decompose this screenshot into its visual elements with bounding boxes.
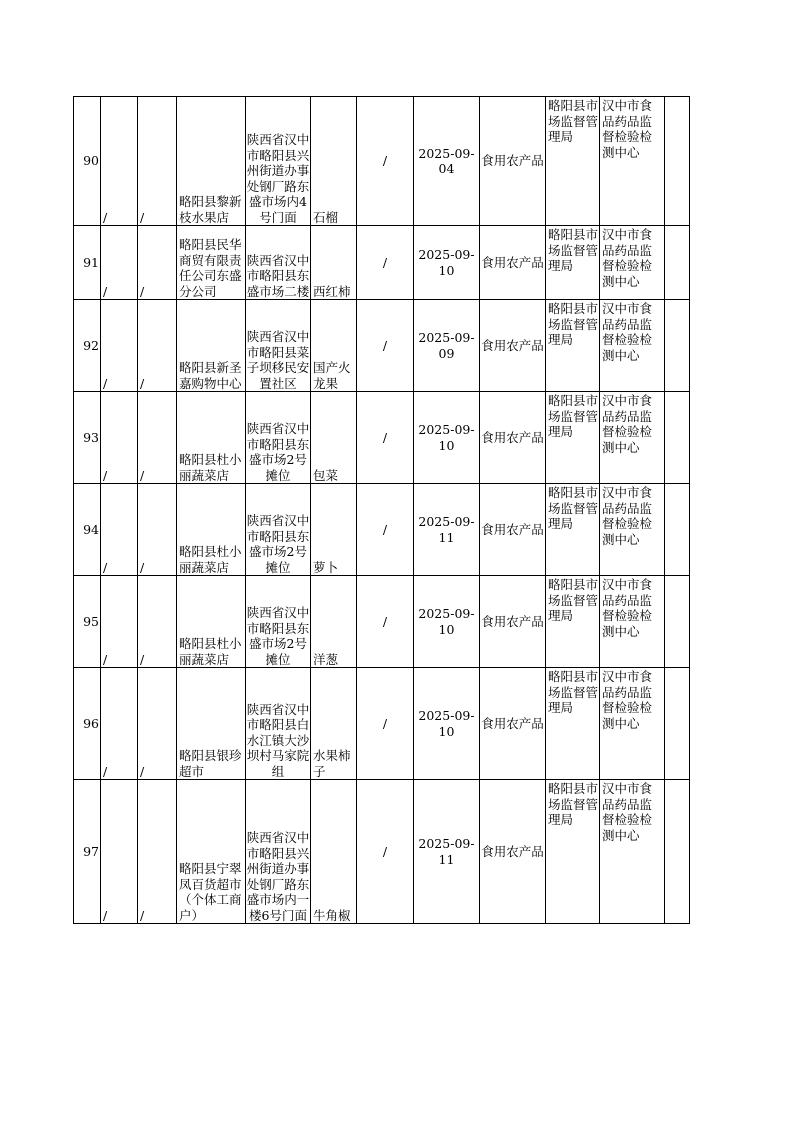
testing-lab: 汉中市食品药品监督检验检测中心 [600, 392, 665, 484]
cell-slash-a: / [101, 300, 138, 392]
cell-slash-b: / [138, 780, 177, 924]
note-cell [665, 300, 690, 392]
product-name: 水果柿子 [311, 668, 357, 780]
row-number: 97 [74, 780, 101, 924]
enterprise-name: 略阳县银珍超市 [177, 668, 246, 780]
note-cell [665, 484, 690, 576]
product-name: 萝卜 [311, 484, 357, 576]
enterprise-address: 陕西省汉中市略阳县兴州街道办事处钢厂路东盛市场内4号门面 [246, 97, 311, 226]
cell-slash-b: / [138, 576, 177, 668]
product-name: 西红柿 [311, 226, 357, 300]
row-number: 92 [74, 300, 101, 392]
sampling-date: 2025-09-10 [414, 668, 480, 780]
supervising-agency: 略阳县市场监督管理局 [546, 576, 600, 668]
sampling-date: 2025-09-10 [414, 226, 480, 300]
note-cell [665, 576, 690, 668]
supervising-agency: 略阳县市场监督管理局 [546, 226, 600, 300]
supervising-agency: 略阳县市场监督管理局 [546, 97, 600, 226]
enterprise-name: 略阳县宁翠凤百货超市（个体工商户） [177, 780, 246, 924]
table-row [74, 300, 690, 392]
product-name: 石榴 [311, 97, 357, 226]
table-row [74, 780, 690, 924]
sampling-date: 2025-09-04 [414, 97, 480, 226]
spec-value: / [357, 300, 414, 392]
spec-value: / [357, 226, 414, 300]
table-row [74, 97, 690, 226]
table-row [74, 226, 690, 300]
enterprise-address: 陕西省汉中市略阳县东盛市场2号摊位 [246, 392, 311, 484]
cell-slash-a: / [101, 780, 138, 924]
supervising-agency: 略阳县市场监督管理局 [546, 484, 600, 576]
food-category: 食用农产品 [480, 576, 546, 668]
enterprise-name: 略阳县民华商贸有限责任公司东盛分公司 [177, 226, 246, 300]
product-name: 包菜 [311, 392, 357, 484]
supervising-agency: 略阳县市场监督管理局 [546, 668, 600, 780]
row-number: 95 [74, 576, 101, 668]
sampling-date: 2025-09-11 [414, 780, 480, 924]
food-category: 食用农产品 [480, 97, 546, 226]
row-number: 94 [74, 484, 101, 576]
enterprise-name: 略阳县杜小丽蔬菜店 [177, 484, 246, 576]
testing-lab: 汉中市食品药品监督检验检测中心 [600, 226, 665, 300]
supervising-agency: 略阳县市场监督管理局 [546, 780, 600, 924]
testing-lab: 汉中市食品药品监督检验检测中心 [600, 576, 665, 668]
cell-slash-a: / [101, 576, 138, 668]
table-row [74, 484, 690, 576]
table-row [74, 668, 690, 780]
enterprise-name: 略阳县杜小丽蔬菜店 [177, 576, 246, 668]
row-number: 91 [74, 226, 101, 300]
enterprise-address: 陕西省汉中市略阳县东盛市场2号摊位 [246, 484, 311, 576]
cell-slash-b: / [138, 97, 177, 226]
sampling-date: 2025-09-11 [414, 484, 480, 576]
food-category: 食用农产品 [480, 300, 546, 392]
note-cell [665, 97, 690, 226]
enterprise-name: 略阳县杜小丽蔬菜店 [177, 392, 246, 484]
spec-value: / [357, 484, 414, 576]
sampling-results-table [73, 96, 690, 924]
spec-value: / [357, 668, 414, 780]
enterprise-name: 略阳县黎新枝水果店 [177, 97, 246, 226]
enterprise-address: 陕西省汉中市略阳县兴州街道办事处钢厂路东盛市场内一楼6号门面 [246, 780, 311, 924]
cell-slash-a: / [101, 97, 138, 226]
food-category: 食用农产品 [480, 780, 546, 924]
spec-value: / [357, 780, 414, 924]
product-name: 牛角椒 [311, 780, 357, 924]
spec-value: / [357, 392, 414, 484]
product-name: 洋葱 [311, 576, 357, 668]
enterprise-address: 陕西省汉中市略阳县菜子坝移民安置社区 [246, 300, 311, 392]
cell-slash-b: / [138, 392, 177, 484]
table-row [74, 576, 690, 668]
sampling-date: 2025-09-09 [414, 300, 480, 392]
product-name: 国产火龙果 [311, 300, 357, 392]
testing-lab: 汉中市食品药品监督检验检测中心 [600, 780, 665, 924]
enterprise-address: 陕西省汉中市略阳县白水江镇大沙坝村马家院组 [246, 668, 311, 780]
cell-slash-a: / [101, 392, 138, 484]
cell-slash-a: / [101, 484, 138, 576]
cell-slash-b: / [138, 226, 177, 300]
row-number: 90 [74, 97, 101, 226]
sampling-date: 2025-09-10 [414, 392, 480, 484]
note-cell [665, 780, 690, 924]
note-cell [665, 668, 690, 780]
cell-slash-a: / [101, 668, 138, 780]
spec-value: / [357, 576, 414, 668]
testing-lab: 汉中市食品药品监督检验检测中心 [600, 668, 665, 780]
row-number: 96 [74, 668, 101, 780]
cell-slash-b: / [138, 668, 177, 780]
enterprise-address: 陕西省汉中市略阳县东盛市场2号摊位 [246, 576, 311, 668]
cell-slash-b: / [138, 300, 177, 392]
note-cell [665, 226, 690, 300]
enterprise-name: 略阳县新圣嘉购物中心 [177, 300, 246, 392]
sampling-date: 2025-09-10 [414, 576, 480, 668]
cell-slash-b: / [138, 484, 177, 576]
food-category: 食用农产品 [480, 668, 546, 780]
testing-lab: 汉中市食品药品监督检验检测中心 [600, 300, 665, 392]
spec-value: / [357, 97, 414, 226]
note-cell [665, 392, 690, 484]
row-number: 93 [74, 392, 101, 484]
food-category: 食用农产品 [480, 226, 546, 300]
supervising-agency: 略阳县市场监督管理局 [546, 392, 600, 484]
food-category: 食用农产品 [480, 484, 546, 576]
supervising-agency: 略阳县市场监督管理局 [546, 300, 600, 392]
cell-slash-a: / [101, 226, 138, 300]
table-row [74, 392, 690, 484]
enterprise-address: 陕西省汉中市略阳县东盛市场二楼 [246, 226, 311, 300]
testing-lab: 汉中市食品药品监督检验检测中心 [600, 484, 665, 576]
testing-lab: 汉中市食品药品监督检验检测中心 [600, 97, 665, 226]
food-category: 食用农产品 [480, 392, 546, 484]
